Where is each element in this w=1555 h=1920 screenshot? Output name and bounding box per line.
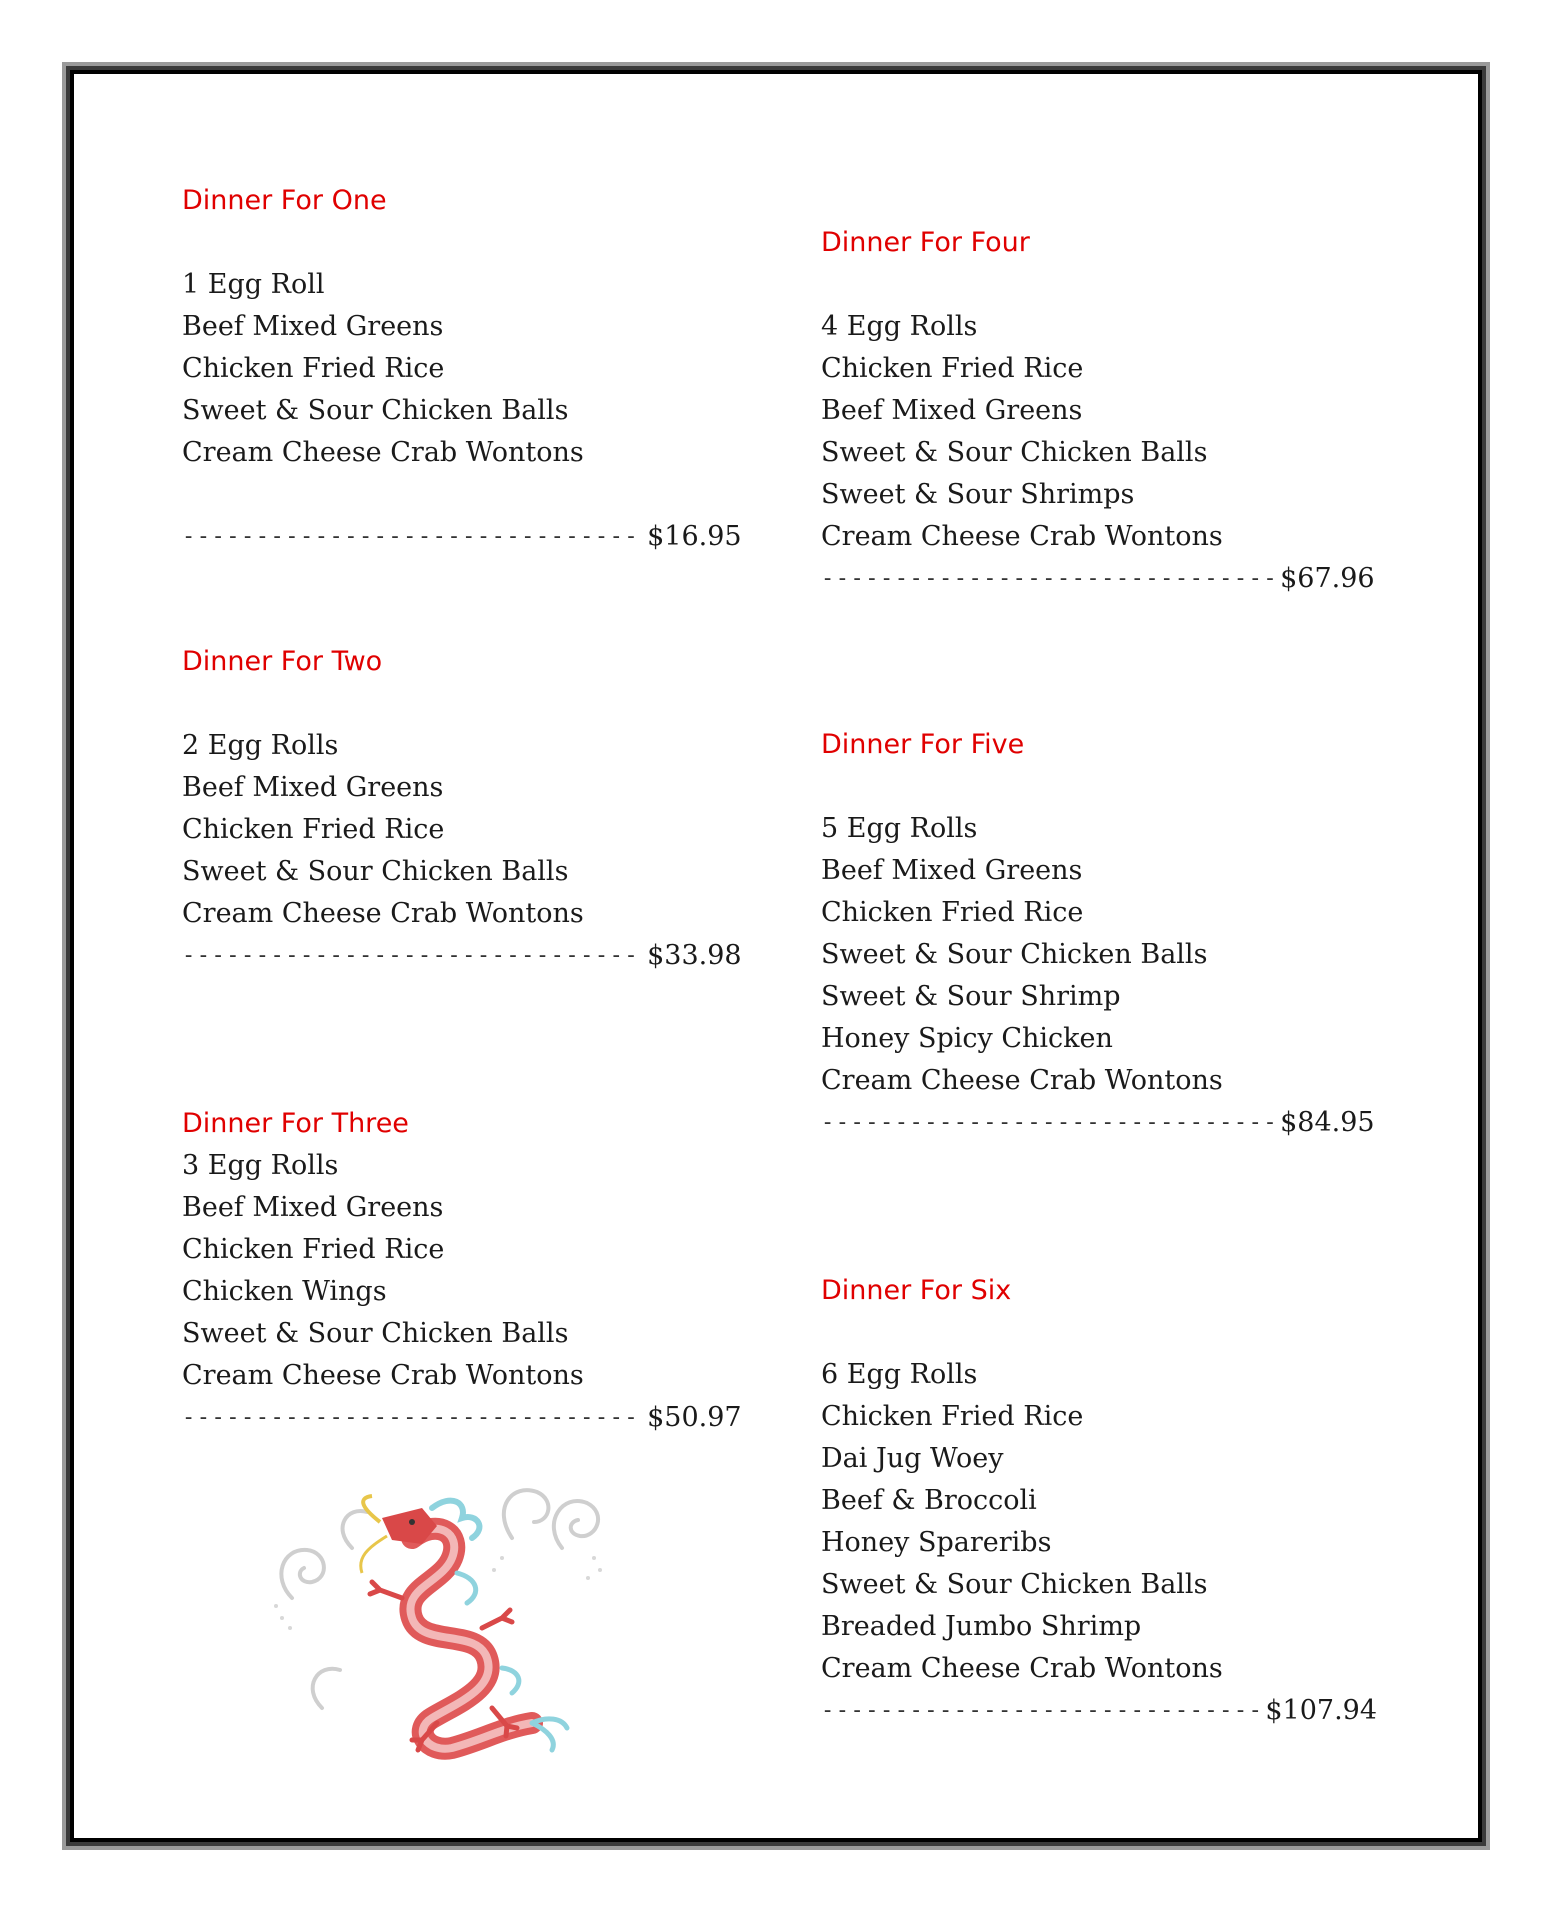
dinner-for-five [821, 724, 1375, 1144]
price: $33.98 [647, 940, 742, 971]
price-row [821, 1102, 1375, 1144]
menu-item: Chicken Wings [182, 1276, 387, 1307]
price-row [821, 1690, 1377, 1732]
price: $50.97 [647, 1402, 742, 1433]
dragon-icon [262, 1478, 608, 1770]
menu-item: 5 Egg Rolls [821, 813, 978, 844]
section-title: Dinner For Six [821, 1275, 1012, 1306]
menu-item: 6 Egg Rolls [821, 1359, 978, 1390]
menu-item: 3 Egg Rolls [182, 1150, 339, 1181]
menu-item: Chicken Fried Rice [821, 897, 1084, 928]
menu-item: Sweet & Sour Chicken Balls [821, 1569, 1208, 1600]
price-leader: ------------------------------- [182, 524, 640, 549]
price-leader: ------------------------------- [182, 1405, 640, 1430]
menu-item: Cream Cheese Crab Wontons [821, 1653, 1223, 1684]
menu-item: Cream Cheese Crab Wontons [182, 1360, 584, 1391]
menu-item: Breaded Jumbo Shrimp [821, 1611, 1142, 1642]
section-title: Dinner For Two [182, 646, 383, 677]
menu-item: Cream Cheese Crab Wontons [821, 521, 1223, 552]
price-row [182, 1397, 742, 1439]
menu-item: Sweet & Sour Chicken Balls [182, 1318, 569, 1349]
menu-item: Sweet & Sour Shrimp [821, 981, 1121, 1012]
price-row [182, 516, 742, 558]
dinner-for-two [182, 641, 742, 977]
menu-item: Sweet & Sour Chicken Balls [821, 437, 1208, 468]
menu-item: Cream Cheese Crab Wontons [182, 898, 584, 929]
dinner-for-one [182, 180, 742, 558]
menu-item: Beef Mixed Greens [182, 1192, 444, 1223]
menu-item: Dai Jug Woey [821, 1443, 1004, 1474]
price-leader: ------------------------------ [821, 1698, 1264, 1723]
menu-item: Honey Spareribs [821, 1527, 1052, 1558]
menu-item: Sweet & Sour Chicken Balls [182, 856, 569, 887]
price-leader: ------------------------------- [182, 943, 640, 968]
price-row [182, 935, 742, 977]
menu-item: Beef Mixed Greens [821, 855, 1083, 886]
price-leader: ------------------------------- [821, 1110, 1279, 1135]
menu-item: 1 Egg Roll [182, 269, 325, 300]
menu-item: 4 Egg Rolls [821, 311, 978, 342]
menu-item: Beef Mixed Greens [182, 772, 444, 803]
section-title: Dinner For Four [821, 227, 1030, 258]
dinner-for-six [821, 1270, 1377, 1732]
menu-item: Beef Mixed Greens [182, 311, 444, 342]
menu-item: Sweet & Sour Shrimps [821, 479, 1135, 510]
price-leader: ------------------------------- [821, 566, 1279, 591]
dinner-for-four [821, 222, 1375, 600]
menu-item: Sweet & Sour Chicken Balls [821, 939, 1208, 970]
menu-item: Honey Spicy Chicken [821, 1023, 1113, 1054]
menu-item: Sweet & Sour Chicken Balls [182, 395, 569, 426]
section-title: Dinner For Three [182, 1108, 409, 1139]
price: $107.94 [1265, 1695, 1378, 1726]
menu-item: Chicken Fried Rice [821, 1401, 1084, 1432]
price-row [821, 558, 1375, 600]
menu-item: Chicken Fried Rice [182, 353, 445, 384]
menu-item: 2 Egg Rolls [182, 730, 339, 761]
price: $84.95 [1280, 1107, 1375, 1138]
menu-item: Chicken Fried Rice [821, 353, 1084, 384]
price: $67.96 [1280, 563, 1375, 594]
menu-item: Beef Mixed Greens [821, 395, 1083, 426]
section-title: Dinner For Five [821, 729, 1025, 760]
menu-item: Chicken Fried Rice [182, 1234, 445, 1265]
price: $16.95 [647, 521, 742, 552]
menu-item: Cream Cheese Crab Wontons [182, 437, 584, 468]
menu-item: Chicken Fried Rice [182, 814, 445, 845]
section-title: Dinner For One [182, 185, 387, 216]
dinner-for-three [182, 1103, 742, 1439]
menu-item: Beef & Broccoli [821, 1485, 1037, 1516]
menu-item: Cream Cheese Crab Wontons [821, 1065, 1223, 1096]
